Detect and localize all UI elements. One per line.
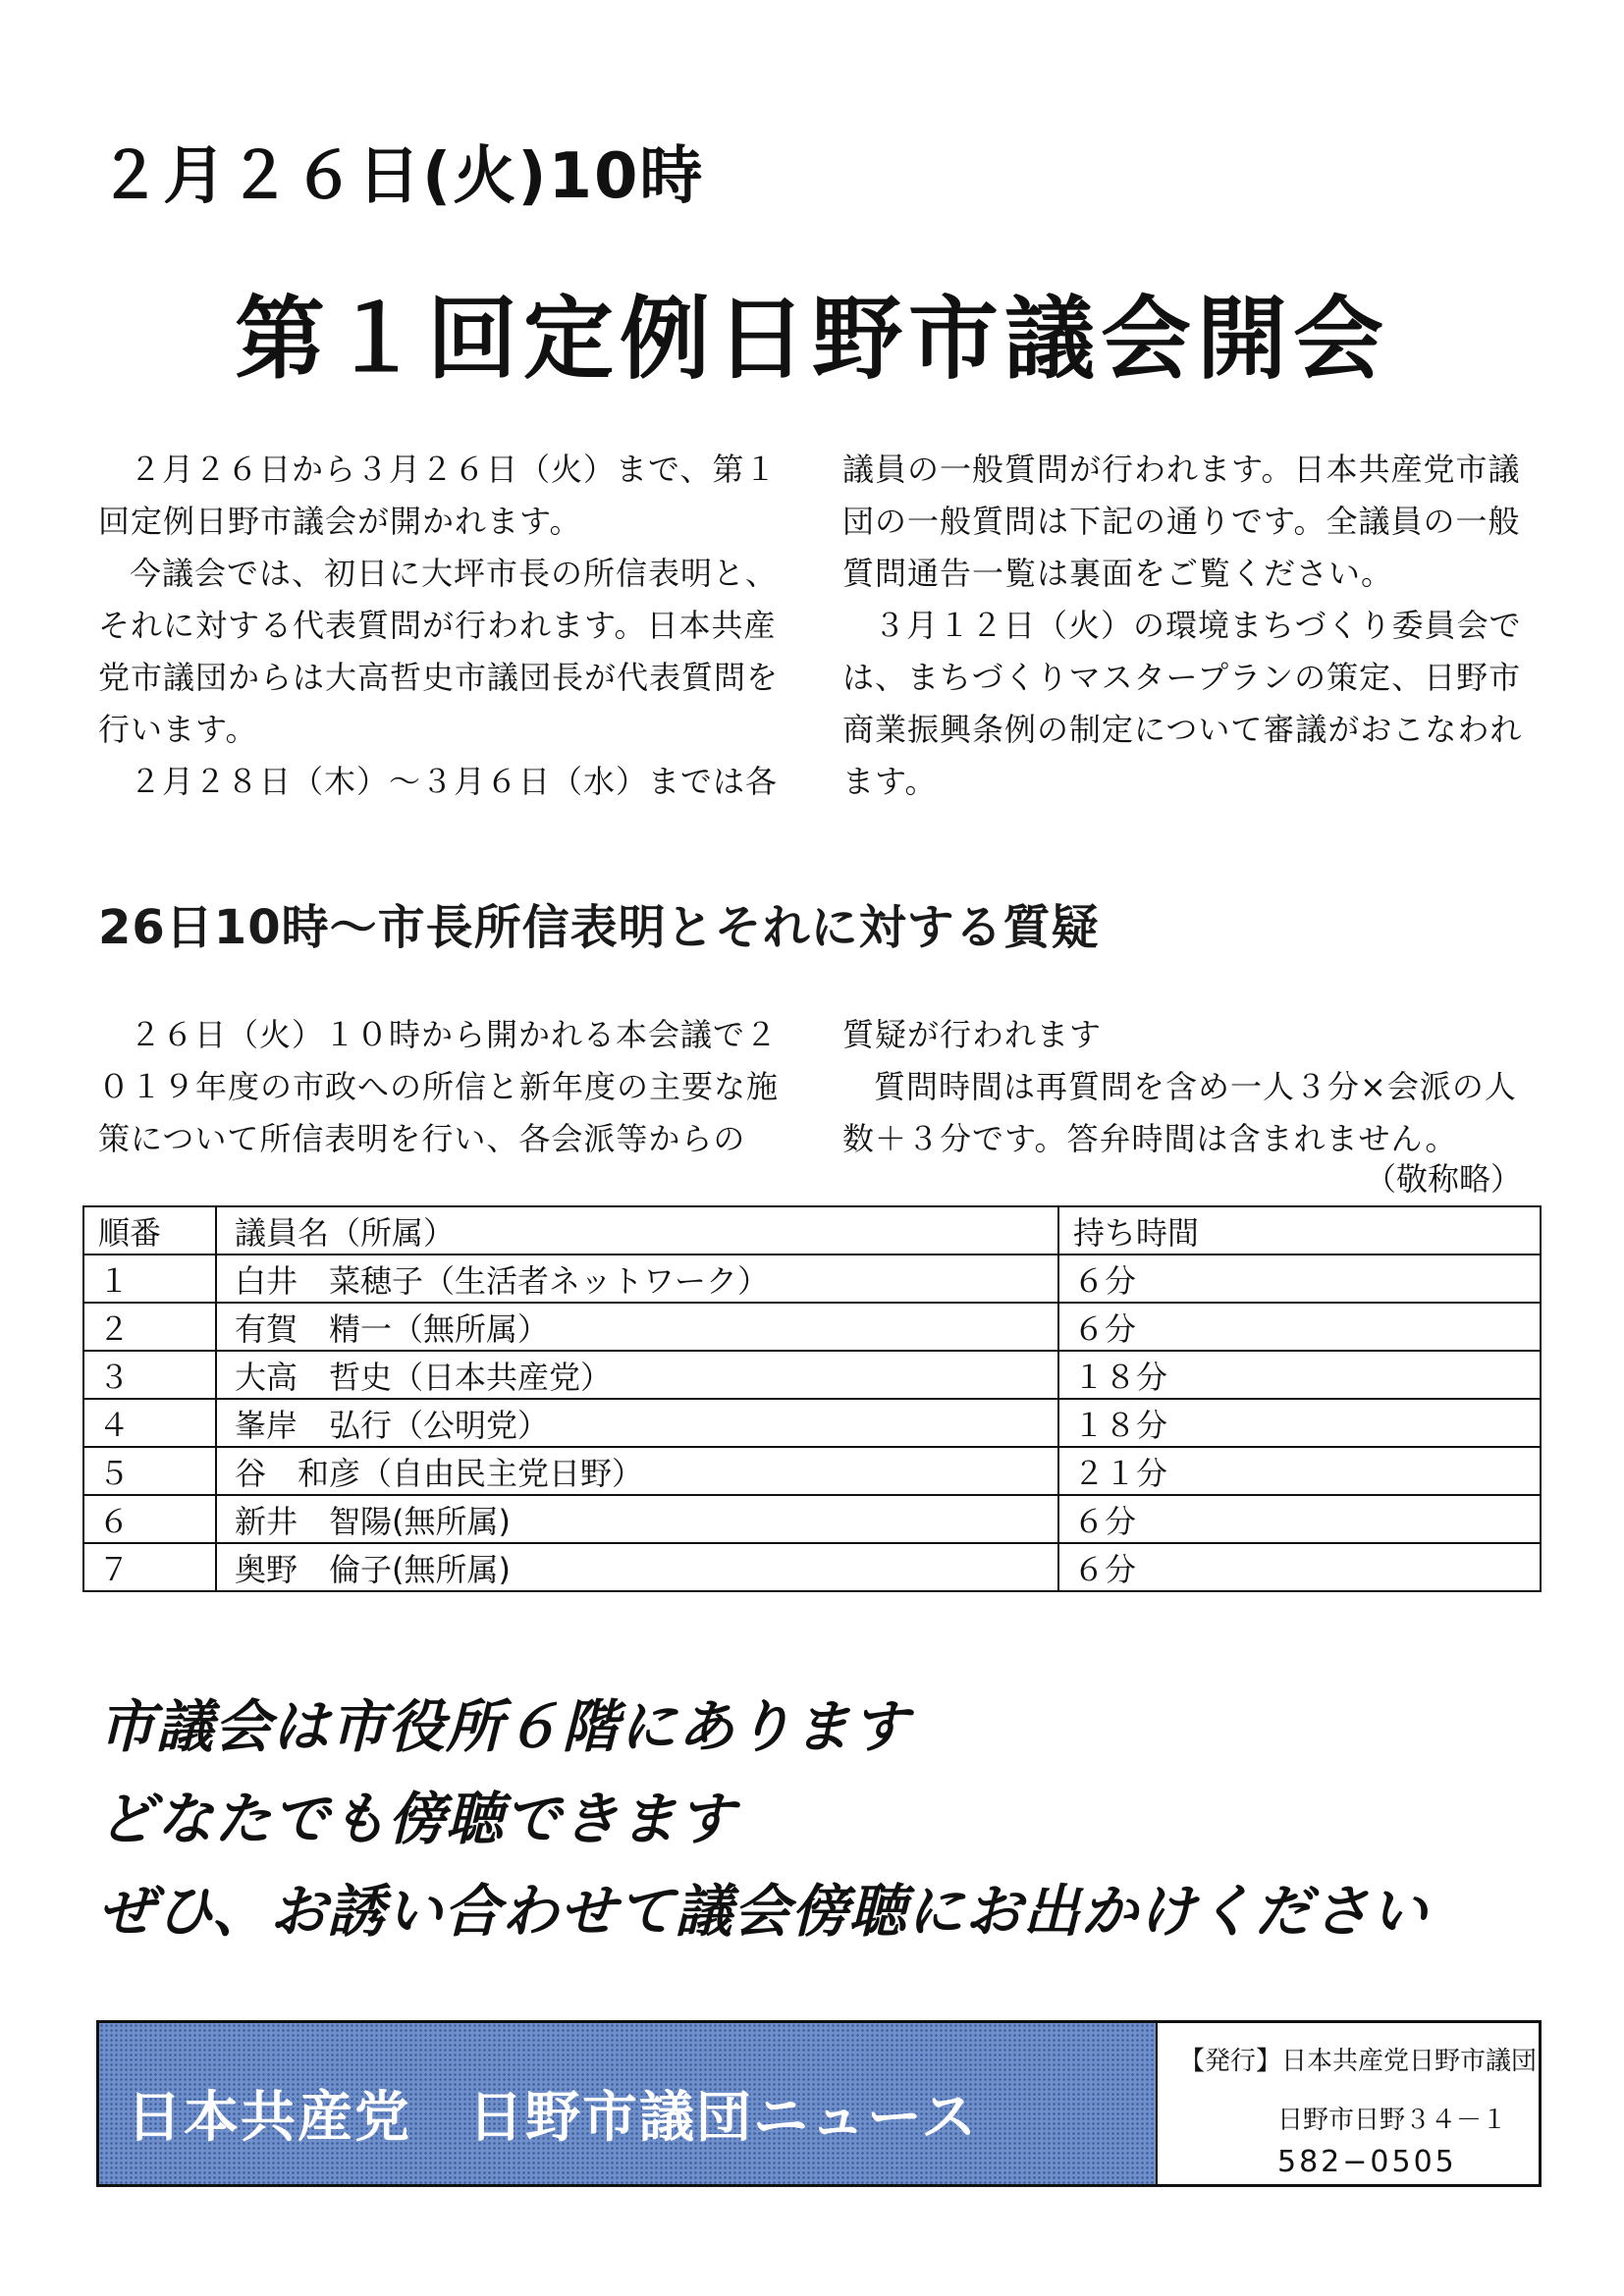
time-cell: ６分	[1058, 1303, 1541, 1351]
table-row	[83, 1351, 1541, 1399]
honorific-note: （敬称略）	[1364, 1160, 1522, 1198]
time-cell: １８分	[1058, 1351, 1541, 1399]
intro-paragraph: 議員の一般質問が行われます。日本共産党市議団の一般質問は下記の通りです。全議員の一般質問通告一覧は裏面をご覧ください。	[842, 451, 1521, 592]
section-left-column	[98, 1009, 791, 1165]
order-cell: ３	[83, 1351, 216, 1399]
newsletter-name: 日本共産党 日野市議団ニュース	[127, 2086, 979, 2150]
member-cell: 峯岸 弘行（公明党）	[216, 1399, 1058, 1447]
callout-open-to-public: どなたでも傍聴できます	[98, 1786, 736, 1852]
footer-box	[96, 2020, 1542, 2187]
intro-right-column	[842, 444, 1542, 808]
member-cell: 白井 菜穂子（生活者ネットワーク）	[216, 1255, 1058, 1303]
date-time-heading: ２月２６日(火)10時	[98, 140, 705, 213]
newsletter-banner	[99, 2023, 1158, 2184]
order-cell: ４	[83, 1399, 216, 1447]
table-row	[83, 1495, 1541, 1543]
intro-paragraph: 今議会では、初日に大坪市長の所信表明と、それに対する代表質問が行われます。日本共産党市議団からは大高哲史市議団長が代表質問を行います。	[98, 555, 780, 748]
section-heading: 26日10時～市長所信表明とそれに対する質疑	[98, 900, 1100, 955]
intro-paragraph: ３月１２日（火）の環境まちづくり委員会では、まちづくりマスタープランの策定、日野市商業振興条例の制定について審議がおこなわれます。	[842, 607, 1523, 800]
section-paragraph: 質問時間は再質問を含め一人３分×会派の人数＋３分です。答弁時間は含まれません。	[842, 1068, 1517, 1157]
member-cell: 新井 智陽(無所属)	[216, 1495, 1058, 1543]
callout-invitation: ぜひ、お誘い合わせて議会傍聴にお出かけください	[98, 1878, 1429, 1945]
time-cell: ６分	[1058, 1255, 1541, 1303]
time-cell: ２１分	[1058, 1447, 1541, 1495]
table-row	[83, 1303, 1541, 1351]
speaker-schedule-table	[82, 1205, 1542, 1592]
publisher-address: 日野市日野３４－１	[1277, 2106, 1508, 2135]
table-header-row	[83, 1206, 1541, 1255]
member-cell: 谷 和彦（自由民主党日野）	[216, 1447, 1058, 1495]
order-cell: ６	[83, 1495, 216, 1543]
section-paragraph: ２６日（火）１０時から開かれる本会議で２０１９年度の市政への所信と新年度の主要な施策について所信表明を行い、各会派等からの	[98, 1016, 780, 1157]
table-row	[83, 1543, 1541, 1591]
page-title: 第１回定例日野市議会開会	[234, 287, 1389, 392]
order-cell: ２	[83, 1303, 216, 1351]
publisher-info	[1160, 2023, 1539, 2184]
member-cell: 有賀 精一（無所属）	[216, 1303, 1058, 1351]
table-row	[83, 1399, 1541, 1447]
order-cell: ７	[83, 1543, 216, 1591]
table-row	[83, 1255, 1541, 1303]
section-paragraph: 質疑が行われます	[842, 1016, 1103, 1053]
publisher-phone: 582−0505	[1277, 2145, 1457, 2179]
member-cell: 奥野 倫子(無所属)	[216, 1543, 1058, 1591]
order-cell: ５	[83, 1447, 216, 1495]
publisher-label: 【発行】日本共産党日野市議団	[1179, 2047, 1538, 2076]
intro-paragraph: ２月２６日から３月２６日（火）まで、第１回定例日野市議会が開かれます。	[98, 451, 778, 540]
order-cell: １	[83, 1255, 216, 1303]
table-header-cell: 持ち時間	[1058, 1206, 1541, 1255]
time-cell: ６分	[1058, 1543, 1541, 1591]
table-header-cell: 順番	[83, 1206, 216, 1255]
table-row	[83, 1447, 1541, 1495]
intro-left-column	[98, 444, 791, 808]
member-cell: 大高 哲史（日本共産党）	[216, 1351, 1058, 1399]
callout-location: 市議会は市役所６階にあります	[98, 1693, 910, 1760]
time-cell: １８分	[1058, 1399, 1541, 1447]
intro-paragraph: ２月２８日（木）～３月６日（水）までは各	[130, 763, 779, 800]
time-cell: ６分	[1058, 1495, 1541, 1543]
table-header-cell: 議員名（所属）	[216, 1206, 1058, 1255]
section-right-column	[842, 1009, 1542, 1165]
